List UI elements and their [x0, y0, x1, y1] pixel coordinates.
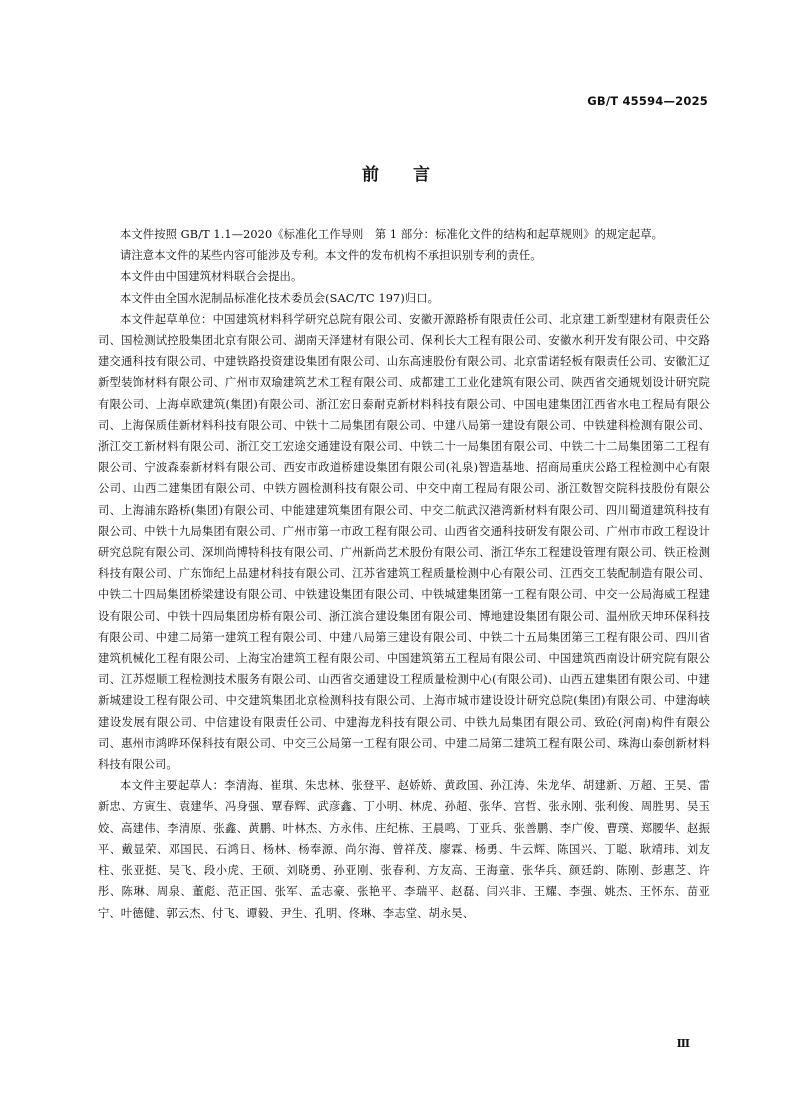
page-number: Ⅲ — [676, 1037, 690, 1050]
paragraph-administrator: 本文件由全国水泥制品标准化技术委员会(SAC/TC 197)归口。 — [120, 291, 440, 305]
page-title: 前言 — [362, 165, 464, 185]
paragraph-drafting-rules: 本文件按照 GB/T 1.1—2020《标准化工作导则 第 1 部分：标准化文件的结构和起草规则》的规定起草。 — [120, 228, 664, 241]
paragraph-proposer: 本文件由中国建筑材料联合会提出。 — [120, 270, 303, 284]
paragraph-patent-notice: 请注意本文件的某些内容可能涉及专利。本文件的发布机构不承担识别专利的责任。 — [120, 249, 542, 263]
paragraph-drafters: 本文件主要起草人：李清海、崔琪、朱忠林、张登平、赵娇娇、黄政国、孙江涛、朱龙华、胡建新、万超、王昊、雷新忠、方寅生、袁建华、冯身强、覃春辉、武彦鑫、丁小明、林虎、孙超、张华、宫哲、张永刚、张利俊、周胜男、吴玉姣、高建伟、李清原、张鑫、黄鹏、叶林杰、方永伟、庄纪栋、王晨鸣、丁亚兵、张善鹏、李广俊、曹璞、郑腰华、赵振平、戴显荣、邓国民、石鸿日、杨林、杨奉源、尚尔海、曾祥茂、廖霖、杨勇、牛云辉、陈国兴、丁聪、耿靖玮、刘友柱、张亚挺、吴飞、段小虎、王硕、刘晓勇、孙亚刚、张春利、方友高、王海童、张华兵、颜廷韵、陈刚、彭惠芝、许彤、陈琳、周泉、董彪、范正国、张军、孟志豪、张艳平、李瑞平、赵磊、闫兴非、王耀、李强、姚杰、王怀东、苗亚宁、叶德健、郭云杰、付飞、谭毅、尹生、孔明、佟琳、李志堂、胡永昊、 — [98, 779, 710, 920]
paragraph-drafting-organizations: 本文件起草单位：中国建筑材料科学研究总院有限公司、安徽开源路桥有限责任公司、北京建工新型建材有限责任公司、国检测试控股集团北京有限公司、湖南天泽建材有限公司、保利长大工程有限公司、安徽水利开发有限公司、中交路建交通科技有限公司、中建铁路投资建设集团有限公司、山东高速股份有限公司、北京雷诺轻板有限责任公司、安徽汇辽新型装饰材料有限公司、广州市双瑜建筑艺术工程有限公司、成都建工工业化建筑有限公司、陕西省交通规划设计研究院有限公司、上海卓欧建筑(集团)有限公司、浙江宏日泰耐克新材料科技有限公司、中国电建集团江西省水电工程局有限公司、上海保质佳新材料科技有限公司、中铁十二局集团有限公司、中建八局第一建设有限公司、中铁建科检测有限公司、浙江交工新材料有限公司、浙江交工宏途交通建设有限公司、中铁二十一局集团有限公司、中铁二十二局集团第二工程有限公司、宁波森泰新材料有限公司、西安市政道桥建设集团有限公司(礼泉)智造基地、招商局重庆公路工程检测中心有限公司、山西二建集团有限公司、中铁方圆检测科技有限公司、中交中南工程局有限公司、浙江数智交院科技股份有限公司、上海浦东路桥(集团)有限公司、中能建建筑集团有限公司、中交二航武汉港湾新材料有限公司、四川蜀道建筑科技有限公司、中铁十九局集团有限公司、广州市第一市政工程有限公司、山西省交通科技研发有限公司、广州市市政工程设计研究总院有限公司、深圳尚博特科技有限公司、广州新尚艺术股份有限公司、浙江华东工程建设管理有限公司、铁正检测科技有限公司、广东饰纪上品建材科技有限公司、江苏省建筑工程质量检测中心有限公司、江西交工装配制造有限公司、中铁二十四局集团桥梁建设有限公司、中铁建设集团有限公司、中铁城建集团第一工程有限公司、中交一公局海威工程建设有限公司、中铁十四局集团房桥有限公司、浙江滨合建设集团有限公司、博地建设集团有限公司、温州欣天坤环保科技有限公司、中建二局第一建筑工程有限公司、中建八局第三建设有限公司、中铁二十五局集团第三工程有限公司、四川省建筑机械化工程有限公司、上海宝冶建筑工程有限公司、中国建筑第五工程局有限公司、中国建筑西南设计研究院有限公司、江苏煜顺工程检测技术服务有限公司、山西省交通建设工程质量检测中心(有限公司)、山西五建集团有限公司、中建新城建设工程有限公司、中交建筑集团北京检测科技有限公司、上海市城市建设设计研究总院(集团)有限公司、中建海峡建设发展有限公司、中信建设有限责任公司、中建海龙科技有限公司、中铁九局集团有限公司、致砼(河南)构件有限公司、惠州市鸿晔环保科技有限公司、中交三公局第一工程有限公司、中建二局第二建筑工程有限公司、珠海山泰创新材料科技有限公司。 — [98, 312, 710, 772]
standard-code: GB/T 45594—2025 — [587, 94, 708, 108]
document-body — [98, 224, 710, 924]
